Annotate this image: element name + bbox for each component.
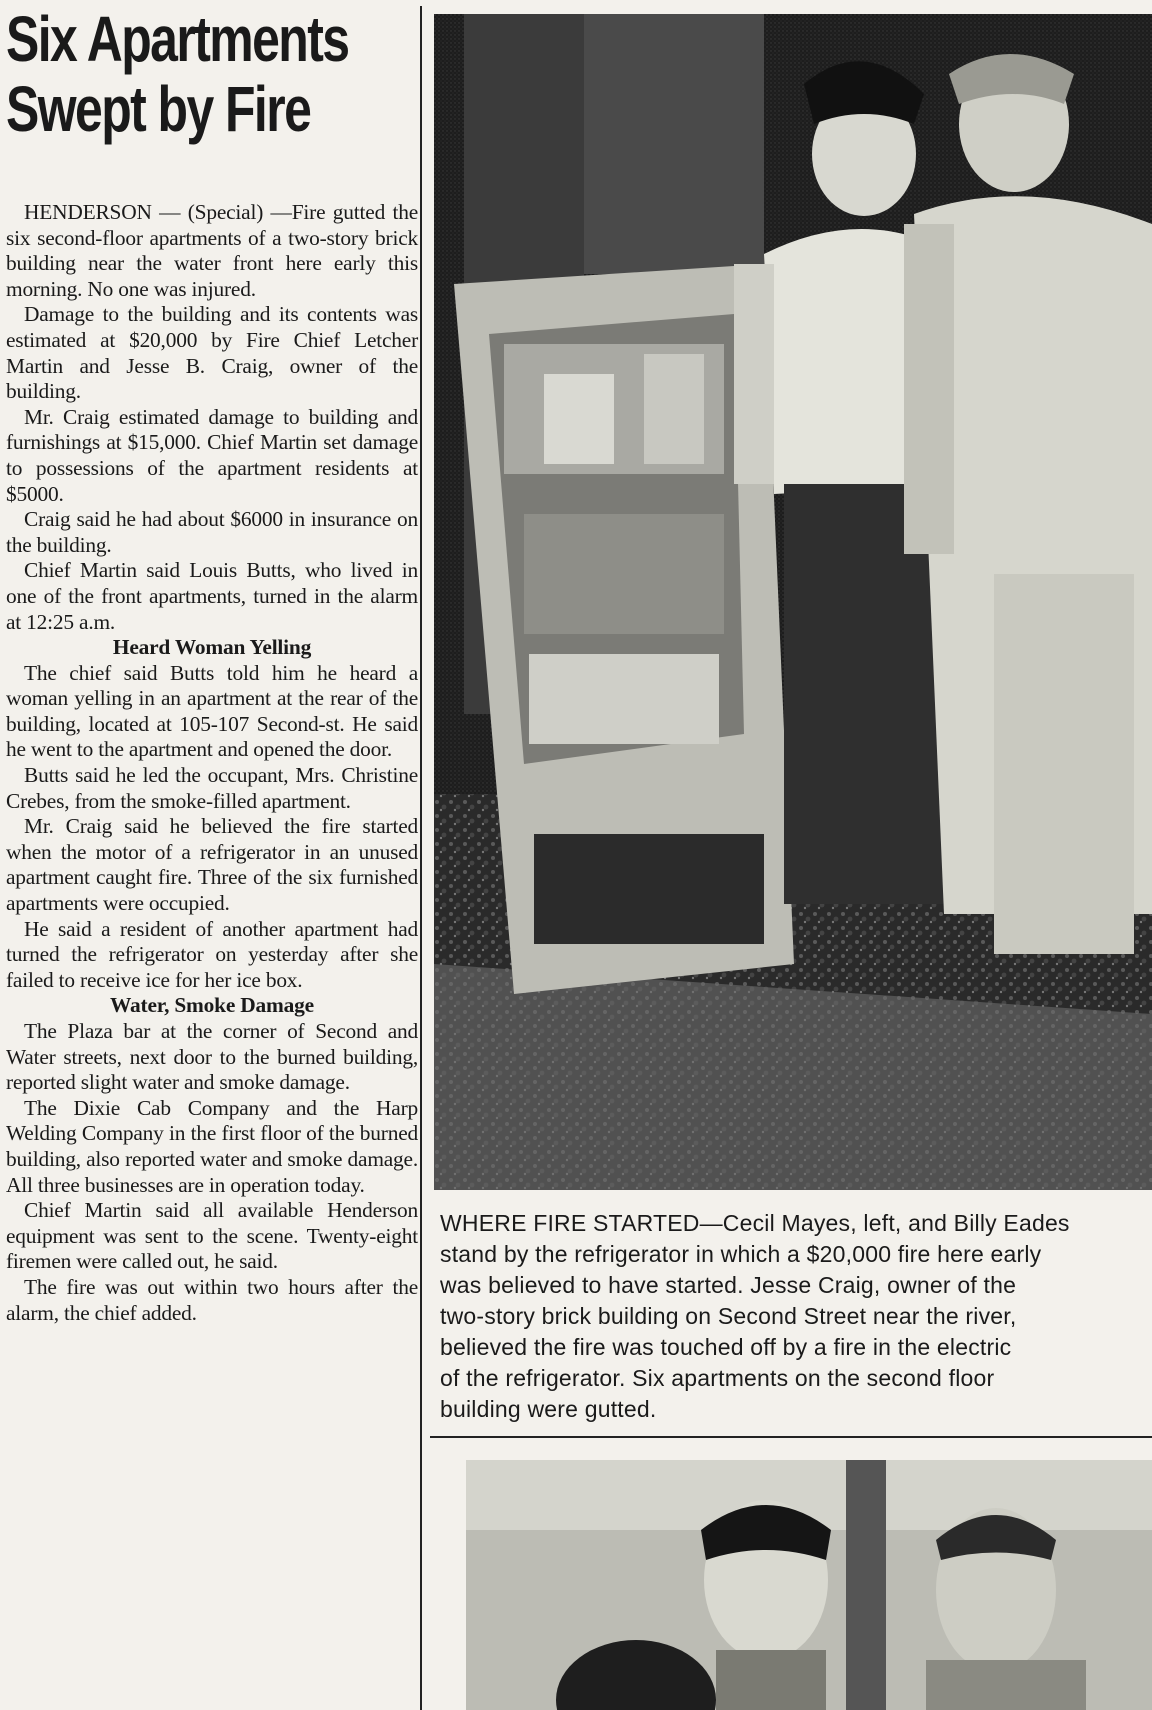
article-paragraph: The Plaza bar at the corner of Second and Water streets, next door to the burned building, reported slight water and smoke damage. bbox=[6, 1019, 418, 1095]
article-column bbox=[6, 4, 418, 1704]
column-divider bbox=[420, 6, 422, 1710]
article-paragraph: Damage to the building and its contents was estimated at $20,000 by Fire Chief Letcher Martin and Jesse B. Craig, owner of the building. bbox=[6, 302, 418, 404]
caption-line: stand by the refrigerator in which a $20,000 fire here early bbox=[440, 1241, 1042, 1267]
headline-line-2: Swept by Fire bbox=[6, 73, 311, 145]
section-divider bbox=[430, 1436, 1152, 1438]
article-paragraph: He said a resident of another apartment had turned the refrigerator on yesterday after she failed to receive ice for her ice box. bbox=[6, 916, 418, 992]
article-paragraph: Butts said he led the occupant, Mrs. Christine Crebes, from the smoke-filled apartment. bbox=[6, 763, 418, 813]
headline-line-1: Six Apartments bbox=[6, 3, 349, 75]
fire-scene-photo bbox=[434, 14, 1152, 1190]
article-paragraph: Chief Martin said Louis Butts, who lived in one of the front apartments, turned in the alarm at 12:25 a.m. bbox=[6, 558, 418, 634]
photo-caption bbox=[440, 1208, 1152, 1425]
article-body bbox=[6, 200, 418, 1326]
article-paragraph: Chief Martin said all available Henderson equipment was sent to the scene. Twenty-eight firemen were called out, he said. bbox=[6, 1198, 418, 1274]
caption-line: building were gutted. bbox=[440, 1396, 657, 1422]
article-paragraph: The fire was out within two hours after the alarm, the chief added. bbox=[6, 1274, 418, 1325]
article-paragraph: Mr. Craig estimated damage to building and furnishings at $15,000. Chief Martin set damage to possessions of the apartment residents at $5000. bbox=[6, 404, 418, 506]
caption-line: was believed to have started. Jesse Craig, owner of the bbox=[440, 1272, 1017, 1298]
article-paragraph: The chief said Butts told him he heard a woman yelling in an apartment at the rear of the building, located at 105-107 Second-st. He said he went to the apartment and opened the door. bbox=[6, 660, 418, 762]
caption-line: believed the fire was touched off by a fire in the electric bbox=[440, 1334, 1012, 1360]
subhead-heard-woman-yelling: Heard Woman Yelling bbox=[112, 635, 312, 660]
article-paragraph: Mr. Craig said he believed the fire started when the motor of a refrigerator in an unused apartment caught fire. Three of the six furnished apartments were occupied. bbox=[6, 814, 418, 916]
headline bbox=[6, 3, 349, 145]
caption-line: of the refrigerator. Six apartments on the second floor bbox=[440, 1365, 995, 1391]
article-paragraph: The Dixie Cab Company and the Harp Welding Company in the first floor of the burned building, also reported water and smoke damage. All three businesses are in operation today. bbox=[6, 1095, 418, 1197]
article-paragraph: Craig said he had about $6000 in insurance on the building. bbox=[6, 507, 418, 557]
subhead-water-smoke-damage: Water, Smoke Damage bbox=[110, 993, 314, 1018]
caption-line: two-story brick building on Second Street near the river, bbox=[440, 1303, 1017, 1329]
article-paragraph: HENDERSON — (Special) —Fire gutted the six second-floor apartments of a two-story brick building near the water front here early this morning. No one was injured. bbox=[6, 200, 418, 301]
firemen-illustration bbox=[466, 1460, 1152, 1710]
caption-line: WHERE FIRE STARTED—Cecil Mayes, left, and Billy Eades bbox=[440, 1210, 1070, 1236]
fire-scene-illustration bbox=[434, 14, 1152, 1190]
firemen-photo bbox=[466, 1460, 1152, 1710]
